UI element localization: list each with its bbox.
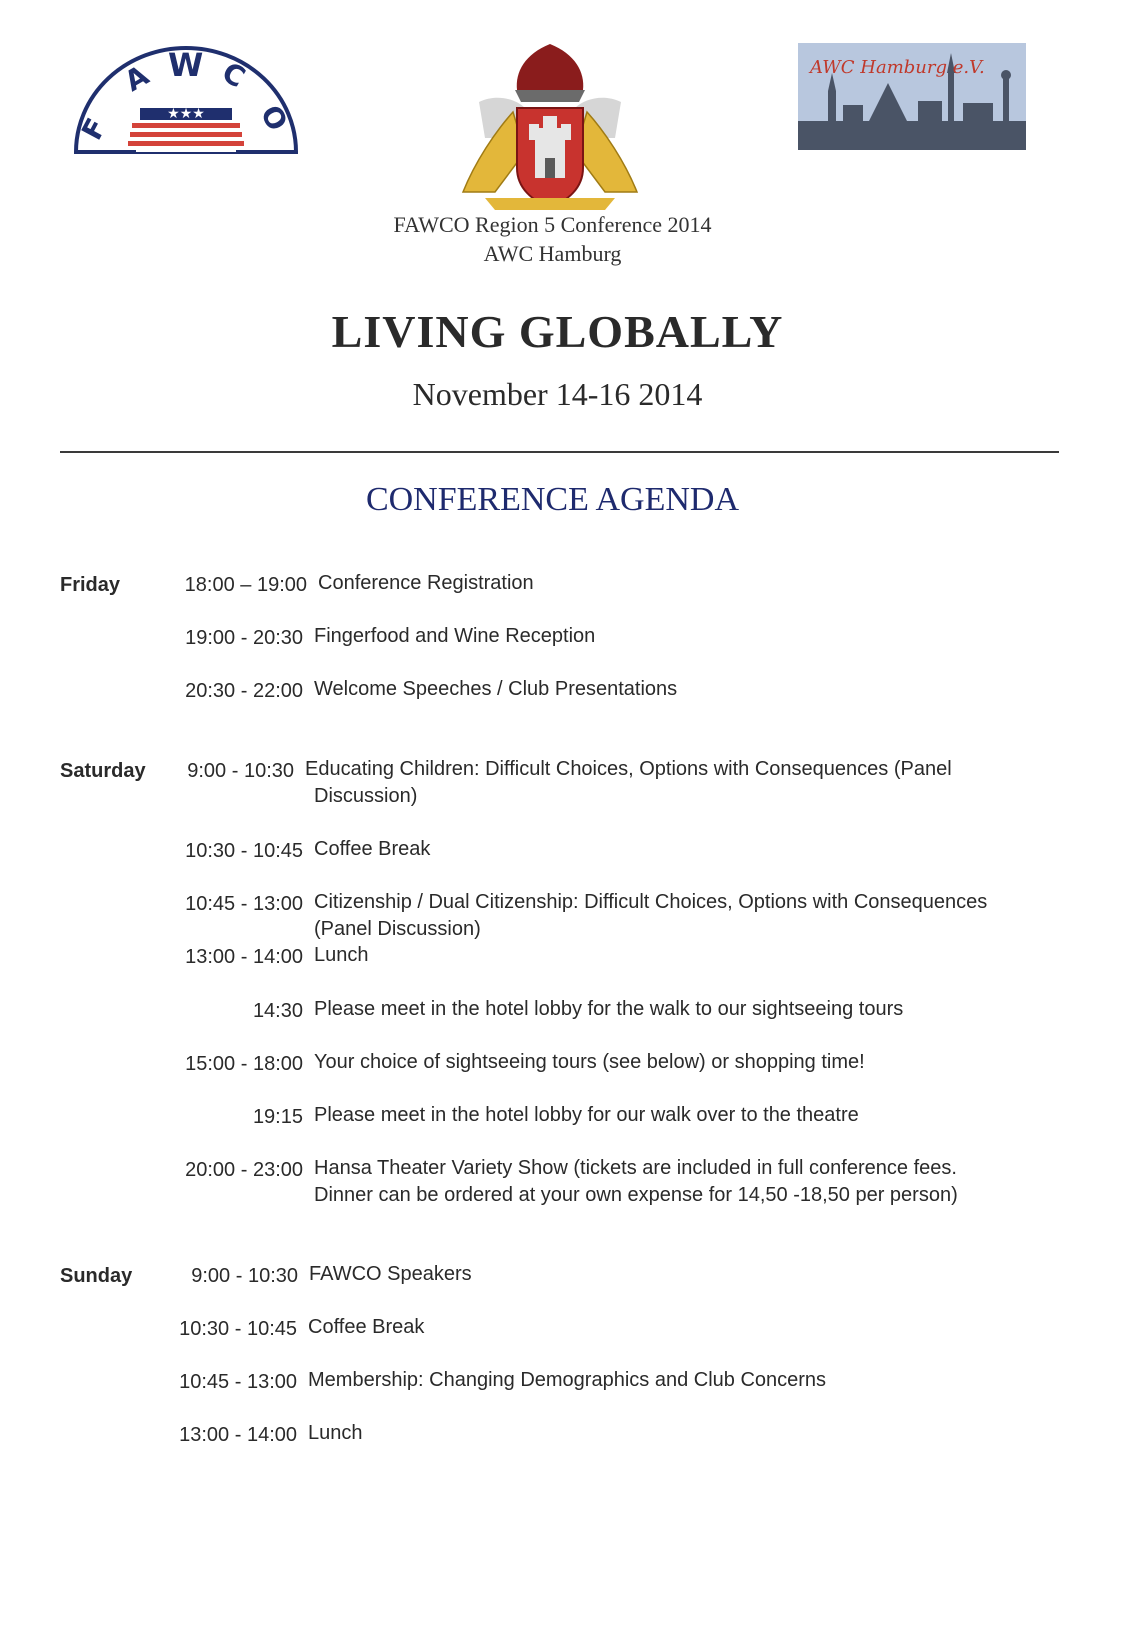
page-title: LIVING GLOBALLY [331, 306, 784, 357]
agenda-time: 10:30 - 10:45 [185, 840, 303, 862]
agenda-description: Lunch [314, 944, 369, 966]
agenda-description: Coffee Break [308, 1316, 425, 1338]
hamburg-crest-icon [455, 42, 645, 212]
agenda-time: 20:00 - 23:00 [185, 1159, 303, 1181]
subtitle-line-2: AWC Hamburg [483, 241, 622, 266]
agenda-description-continued: Discussion) [314, 785, 418, 807]
agenda-description: Please meet in the hotel lobby for our walk over to the theatre [314, 1104, 859, 1126]
agenda-description: Conference Registration [318, 572, 534, 594]
agenda-description: Educating Children: Difficult Choices, Options with Consequences (Panel [305, 758, 952, 780]
agenda-description: Hansa Theater Variety Show (tickets are included in full conference fees. [314, 1157, 957, 1179]
conference-dates: November 14-16 2014 [412, 376, 703, 412]
awc-hamburg-logo [798, 43, 1026, 150]
fawco-stars: ★★★ [167, 106, 205, 122]
day-label-friday: Friday [60, 574, 121, 596]
agenda-description: Membership: Changing Demographics and Club Concerns [308, 1369, 827, 1391]
fawco-letter-o: O [253, 99, 295, 137]
fawco-letter-w: W [168, 46, 204, 84]
agenda-time: 9:00 - 10:30 [191, 1265, 298, 1287]
agenda-time: 19:15 [252, 1106, 303, 1128]
agenda-time: 13:00 - 14:00 [185, 946, 303, 968]
agenda-description: Welcome Speeches / Club Presentations [314, 678, 678, 700]
agenda-time: 20:30 - 22:00 [185, 680, 303, 702]
day-label-saturday: Saturday [60, 760, 146, 782]
agenda-description: Your choice of sightseeing tours (see below) or shopping time! [314, 1051, 865, 1073]
divider [60, 451, 1059, 453]
day-label-sunday: Sunday [60, 1265, 133, 1287]
agenda-time: 10:45 - 13:00 [185, 893, 303, 915]
agenda-description-continued: (Panel Discussion) [314, 918, 481, 940]
agenda-time: 19:00 - 20:30 [185, 627, 303, 649]
agenda-time: 18:00 – 19:00 [184, 574, 307, 596]
fawco-letter-f: F [75, 112, 114, 146]
fawco-letter-a: A [119, 58, 155, 99]
agenda-time: 14:30 [252, 1000, 303, 1022]
agenda-time: 15:00 - 18:00 [185, 1053, 303, 1075]
agenda-time: 10:30 - 10:45 [179, 1318, 297, 1340]
agenda-time: 10:45 - 13:00 [179, 1371, 297, 1393]
subtitle-line-1: FAWCO Region 5 Conference 2014 [393, 212, 712, 237]
agenda-description: Lunch [308, 1422, 363, 1444]
agenda-description: FAWCO Speakers [309, 1263, 472, 1285]
agenda-description: Please meet in the hotel lobby for the walk to our sightseeing tours [314, 998, 904, 1020]
fawco-letter-c: C [216, 55, 251, 95]
agenda-description: Fingerfood and Wine Reception [314, 625, 596, 647]
agenda-description-continued: Dinner can be ordered at your own expense for 14,50 -18,50 per person) [314, 1184, 958, 1206]
agenda-title: CONFERENCE AGENDA [365, 481, 740, 518]
agenda-description: Citizenship / Dual Citizenship: Difficult Choices, Options with Consequences [314, 891, 988, 913]
agenda-time: 9:00 - 10:30 [187, 760, 294, 782]
fawco-logo [70, 44, 302, 162]
agenda-time: 13:00 - 14:00 [179, 1424, 297, 1446]
awc-logo-text: AWC Hamburg e.V. [810, 57, 985, 78]
agenda-description: Coffee Break [314, 838, 431, 860]
